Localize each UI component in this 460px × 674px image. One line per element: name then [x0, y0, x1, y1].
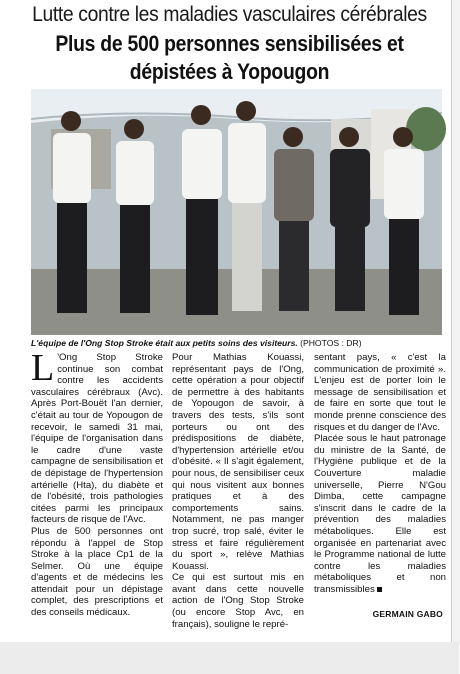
person-4	[228, 101, 266, 311]
article-body	[31, 347, 446, 630]
person-1	[53, 111, 91, 313]
paragraph-1-text: 'Ong Stop Stroke continue son combat contre les accidents vasculaires cérébraux (Avc). Après Port-Bouët l'an dernier, c'était au tour de Yopougon de recevoir, le samedi 31 mai, l'équipe de l'organisation dans le cadre d'une vaste campagne de sensibilisation et de dépistage de l'hypertension artérielle (Hta), du diabète et de l'obésité, trois pathologies citées parmi les principaux facteurs de risque de l'Avc.	[31, 352, 163, 526]
bottom-band	[0, 642, 459, 674]
headline-line-1: Plus de 500 personnes sensibilisées et	[55, 31, 404, 56]
author-byline: GERMAIN GABO	[372, 609, 443, 619]
paragraph-6-text: Placée sous le haut patronage du ministre de la Santé, de l'Hygiène publique et de la Couverture maladie universelle, Pierre N'Gou Dimba, cette campagne s'inscrit dans le cadre de la prévention des maladies métaboliques. Elle est organisée en partenariat avec le Programme national de lutte contre les maladies métaboliques et non transmissibles	[314, 433, 446, 595]
paragraph-4: Ce qui est surtout mis en avant dans cette nouvelle action de l'Ong Stop Stroke (ou encore Stop Avc, en français), souligne le repré-	[172, 572, 304, 630]
column-3	[314, 352, 446, 622]
paragraph-1	[31, 347, 163, 526]
team-photo-illustration	[31, 89, 442, 335]
photo-credit: (PHOTOS : DR)	[300, 338, 362, 348]
paragraph-2: Plus de 500 personnes ont répondu à l'appel de Stop Stroke à la place Cp1 de la Selmer. Où une équipe d'agents et de médecins les attendait pour un dépistage complet, des prescriptions et des conseils médicaux.	[31, 525, 163, 619]
headline-line-2: dépistées à Yopougon	[129, 59, 330, 84]
article-photo	[31, 89, 442, 335]
photo-caption	[31, 336, 446, 350]
person-3	[182, 105, 222, 315]
paragraph-6	[314, 433, 446, 595]
article-kicker: Lutte contre les maladies vasculaires cérébrales	[32, 3, 427, 26]
tree	[406, 107, 446, 151]
person-5	[274, 127, 314, 311]
paragraph-5: sentant pays, « c'est la communication de proximité ». L'enjeu est de porter loin le message de sensibilisation et de faire en sorte que tout le monde prenne conscience des risques et du danger de l'Avc.	[314, 352, 446, 433]
page-edge	[451, 0, 460, 645]
drop-cap: L	[31, 347, 55, 389]
caption-text: L'équipe de l'Ong Stop Stroke était aux petits soins des visiteurs.	[31, 338, 298, 348]
person-2	[116, 119, 154, 313]
end-mark-icon	[377, 587, 382, 592]
column-1	[31, 347, 163, 622]
article-headline	[0, 30, 459, 86]
person-7	[384, 127, 424, 315]
person-6	[330, 127, 370, 311]
column-2	[172, 352, 304, 630]
paragraph-3: Pour Mathias Kouassi, représentant pays de l'Ong, cette opération a pour objectif de permettre à des habitants de Yopougon de savoir, à travers des tests, s'ils sont porteurs ou ont des prédispositions de diabète, d'hypertension artérielle et/ou d'obésité. « Il s'agit également, pour nous, de sensibiliser ceux qui nous visitent aux bonnes pratiques et à des comportements sains. Notamment, ne pas manger trop sucré, trop salé, éviter le stress et faire régulièrement du sport », relève Mathias Kouassi.	[172, 352, 304, 572]
